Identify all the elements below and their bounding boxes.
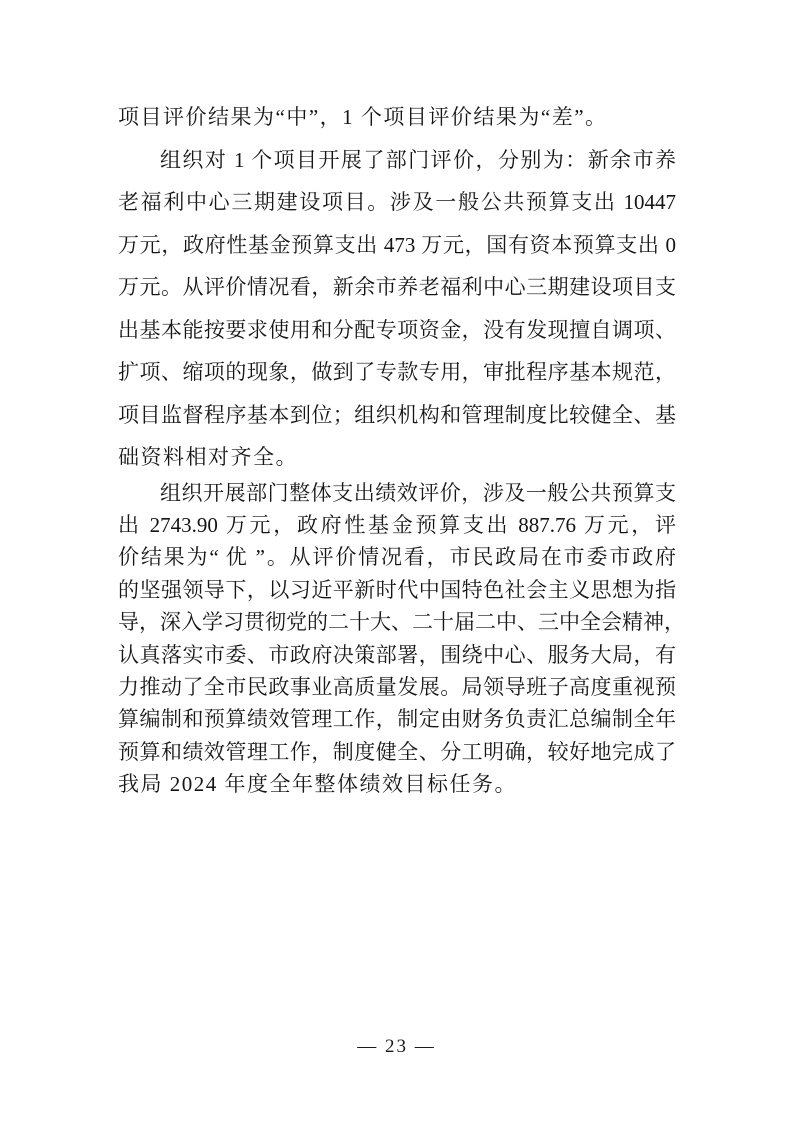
text-line: 我局 2024 年度全年整体绩效目标任务。 [118,772,517,797]
text-line: 项目监督程序基本到位；组织机构和管理制度比较健全、基 [118,402,676,427]
text-line: 导，深入学习贯彻党的二十大、二十届二中、三中全会精神， [118,610,685,635]
text-line: 万元。从评价情况看，新余市养老福利中心三期建设项目支 [118,275,676,299]
paragraph [118,477,685,801]
text-line: 算编制和预算绩效管理工作，制定由财务负责汇总编制全年 [118,707,676,732]
text-line: 扩项、缩项的现象，做到了专款专用，审批程序基本规范， [118,360,676,384]
text-line: 出基本能按要求使用和分配专项资金，没有发现擅自调项、 [118,317,676,342]
page-body [118,96,685,801]
text-line: 认真落实市委、市政府决策部署，围绕中心、服务大局，有 [118,642,676,667]
text-line: 的坚强领导下，以习近平新时代中国特色社会主义思想为指 [118,577,676,602]
page-footer [0,1036,793,1058]
text-line: 力推动了全市民政事业高质量发展。局领导班子高度重视预 [118,674,676,699]
text-line: 老福利中心三期建设项目。涉及一般公共预算支出 10447 [118,190,676,214]
text-line: 础资料相对齐全。 [118,445,298,469]
text-line: 组织对 1 个项目开展了部门评价，分别为：新余市养 [160,147,676,172]
text-line: 价结果为“ 优 ”。从评价情况看，市民政局在市委市政府 [118,545,676,570]
page-number: — 23 — [357,1036,436,1057]
paragraph [118,139,676,479]
text-line: 组织开展部门整体支出绩效评价，涉及一般公共预算支 [160,480,676,505]
text-line: 万元，政府性基金预算支出 473 万元，国有资本预算支出 0 [118,232,676,257]
text-line: 预算和绩效管理工作，制度健全、分工明确，较好地完成了 [118,739,676,764]
text-line: 项目评价结果为“中”，1 个项目评价结果为“差”。 [118,105,608,129]
paragraph [118,96,676,139]
text-line: 出 2743.90 万元，政府性基金预算支出 887.76 万元，评 [118,512,676,537]
